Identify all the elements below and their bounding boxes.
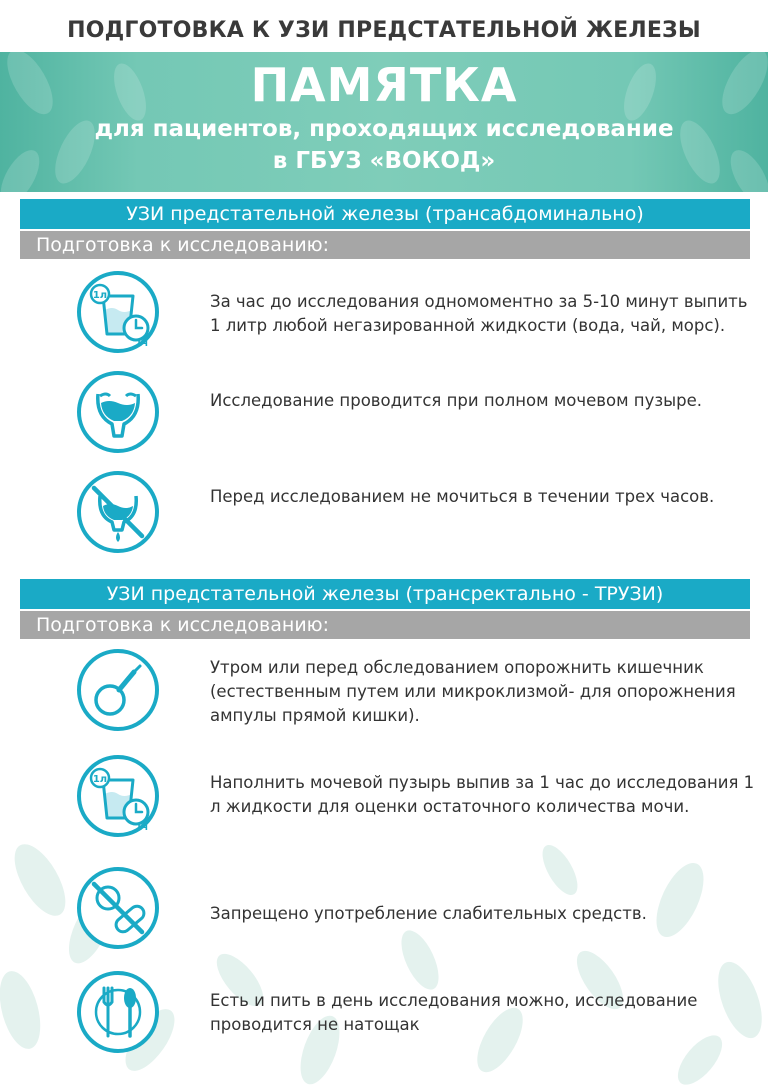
- section1-title-bar: УЗИ предстательной железы (трансабдоминально): [20, 199, 750, 229]
- no-urination-icon: [76, 470, 160, 554]
- water-glass-clock-icon-2: [76, 754, 160, 838]
- volume-label-2: 1л: [92, 774, 108, 785]
- memo-banner: [0, 52, 768, 192]
- section2-subtitle-bar: Подготовка к исследованию:: [20, 611, 750, 639]
- page-title: ПОДГОТОВКА К УЗИ ПРЕДСТАТЕЛЬНОЙ ЖЕЛЕЗЫ: [67, 18, 701, 43]
- banner-subtitle-line2: в ГБУЗ «ВОКОД»: [272, 148, 496, 174]
- section2-title-bar: УЗИ предстательной железы (трансректально - ТРУЗИ): [20, 579, 750, 609]
- banner-subtitle-line1: для пациентов, проходящих исследование: [94, 116, 674, 142]
- banner-title: ПАМЯТКА: [250, 58, 518, 112]
- section1-item3-text: Перед исследованием не мочиться в течении трех часов.: [210, 487, 715, 506]
- enema-bulb-icon: [76, 648, 160, 732]
- full-bladder-icon: [76, 370, 160, 454]
- section2-item2-text: Наполнить мочевой пузырь выпив за 1 час до исследования 1 л жидкости для оценки остаточного количества мочи.: [210, 773, 755, 816]
- time-label-2: 1ч: [135, 823, 149, 833]
- section2-item4-text: Есть и пить в день исследования можно, исследование проводится не натощак: [210, 991, 698, 1034]
- section2-item1-text: Утром или перед обследованием опорожнить кишечник (естественным путем или микроклизмой- для опорожнения ампулы прямой кишки).: [210, 658, 736, 725]
- water-glass-clock-icon: [76, 270, 160, 354]
- time-label: 1ч: [135, 339, 149, 349]
- volume-label: 1л: [92, 290, 108, 301]
- section1-subtitle-bar: Подготовка к исследованию:: [20, 231, 750, 259]
- fork-spoon-icon: [76, 970, 160, 1054]
- section1-item2-text: Исследование проводится при полном мочевом пузыре.: [210, 391, 703, 410]
- section1-item1-text: За час до исследования одномоментно за 5-10 минут выпить 1 литр любой негазированной жидкости (вода, чай, морс).: [210, 292, 748, 335]
- section2-item3-text: Запрещено употребление слабительных средств.: [210, 904, 647, 923]
- no-laxatives-icon: [76, 866, 160, 950]
